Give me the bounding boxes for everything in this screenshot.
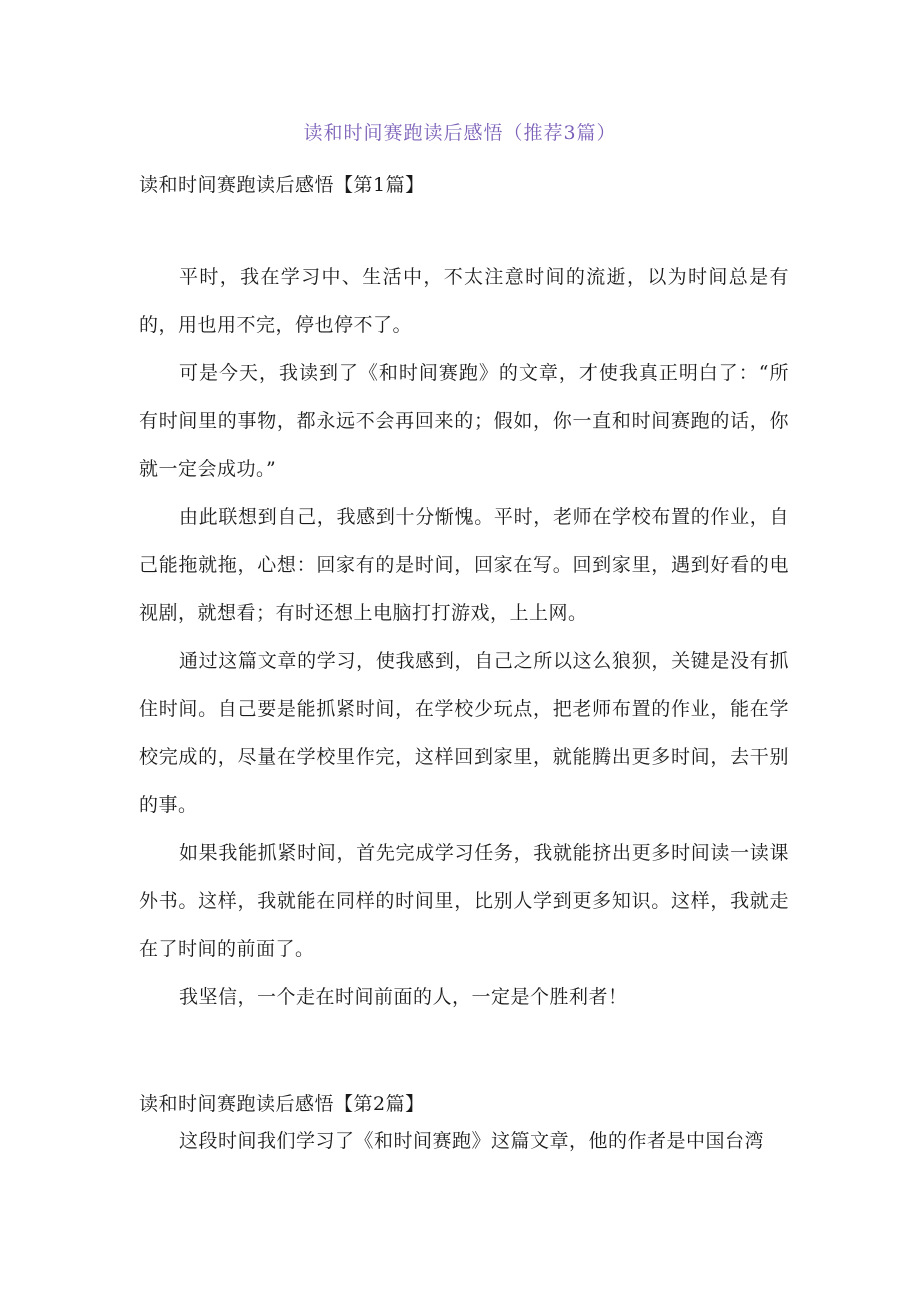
- paragraph: 这段时间我们学习了《和时间赛跑》这篇文章，他的作者是中国台湾: [179, 1130, 765, 1152]
- paragraph: 可是今天，我读到了《和时间赛跑》的文章，才使我真正明白了：“所有时间里的事物，都永远不会再回来的；假如，你一直和时间赛跑的话，你就一定会成功。”: [139, 362, 789, 480]
- section-heading-2: 读和时间赛跑读后感悟【第2篇】: [139, 1093, 425, 1115]
- paragraph: 通过这篇文章的学习，使我感到，自己之所以这么狼狈，关键是没有抓住时间。自己要是能抓紧时间，在学校少玩点，把老师布置的作业，能在学校完成的，尽量在学校里作完，这样回到家里，就能腾出更多时间，去干别的事。: [139, 650, 789, 816]
- paragraph: 由此联想到自己，我感到十分惭愧。平时，老师在学校布置的作业，自己能拖就拖，心想：回家有的是时间，回家在写。回到家里，遇到好看的电视剧，就想看；有时还想上电脑打打游戏，上上网。: [139, 506, 789, 624]
- document-title: 读和时间赛跑读后感悟（推荐3篇）: [303, 122, 617, 144]
- paragraph: 平时，我在学习中、生活中，不太注意时间的流逝，以为时间总是有的，用也用不完，停也停不了。: [139, 266, 789, 336]
- paragraph: 如果我能抓紧时间，首先完成学习任务，我就能挤出更多时间读一读课外书。这样，我就能在同样的时间里，比别人学到更多知识。这样，我就走在了时间的前面了。: [139, 842, 789, 960]
- section-heading-1: 读和时间赛跑读后感悟【第1篇】: [139, 174, 425, 196]
- paragraph: 我坚信，一个走在时间前面的人，一定是个胜利者！: [179, 986, 628, 1008]
